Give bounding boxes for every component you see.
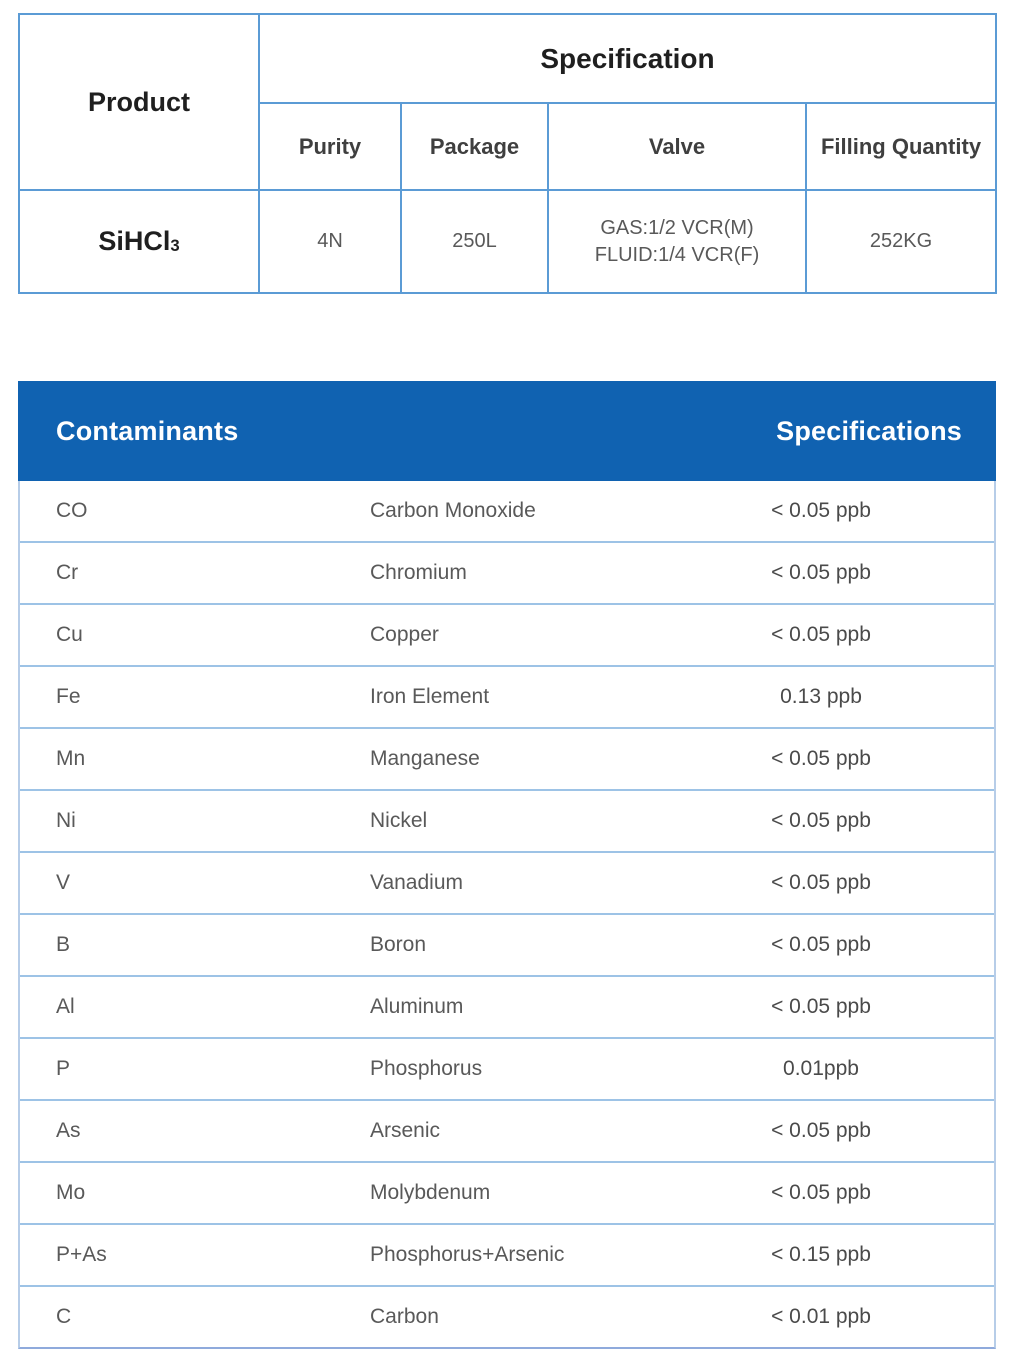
contaminant-name: Copper [370, 623, 439, 646]
column-header-filling-quantity [806, 103, 996, 190]
product-header-cell [19, 14, 259, 190]
contaminant-row [20, 605, 994, 667]
filling-quantity-value: 252KG [869, 230, 933, 252]
contaminant-symbol: B [56, 933, 71, 956]
valve-value-cell [548, 190, 806, 293]
contaminant-row [20, 729, 994, 791]
contaminant-spec-value: < 0.05 ppb [771, 747, 871, 770]
valve-value-line2: FLUID:1/4 VCR(F) [594, 243, 760, 266]
contaminant-spec-value: < 0.05 ppb [771, 809, 871, 832]
contaminant-name: Carbon Monoxide [370, 499, 536, 522]
contaminant-symbol: P [56, 1057, 71, 1080]
contaminant-name: Molybdenum [370, 1181, 491, 1204]
contaminant-row [20, 853, 994, 915]
package-header-label: Package [429, 133, 520, 159]
purity-value: 4N [317, 230, 343, 252]
column-header-valve [548, 103, 806, 190]
contaminant-name: Phosphorus+Arsenic [370, 1243, 565, 1266]
contaminant-symbol: Cr [56, 561, 79, 584]
contaminant-row [20, 1101, 994, 1163]
contaminant-spec-value: 0.01ppb [783, 1057, 859, 1080]
product-name-label [98, 226, 179, 256]
contaminant-name: Iron Element [370, 685, 490, 708]
contaminant-symbol: Ni [56, 809, 76, 832]
contaminant-row [20, 977, 994, 1039]
specifications-header-label: Specifications [776, 415, 962, 446]
contaminant-symbol: C [56, 1305, 72, 1328]
purity-header-label: Purity [298, 133, 362, 159]
valve-header-label: Valve [648, 133, 706, 159]
contaminant-row [20, 1287, 994, 1347]
contaminants-rows [18, 481, 996, 1349]
specification-header-cell [259, 14, 996, 103]
column-header-package [401, 103, 548, 190]
contaminant-symbol: Cu [56, 623, 83, 646]
contaminant-symbol: P+As [56, 1243, 107, 1266]
contaminant-name: Chromium [370, 561, 467, 584]
contaminant-symbol: Fe [56, 685, 81, 708]
contaminant-spec-value: < 0.05 ppb [771, 1119, 871, 1142]
contaminant-symbol: Mo [56, 1181, 86, 1204]
contaminant-spec-value: < 0.05 ppb [771, 561, 871, 584]
product-name-subscript: 3 [170, 235, 180, 255]
contaminant-row [20, 915, 994, 977]
contaminant-name: Nickel [370, 809, 428, 832]
contaminant-symbol: CO [56, 499, 88, 522]
contaminant-name: Aluminum [370, 995, 464, 1018]
contaminant-name: Boron [370, 933, 427, 956]
contaminant-spec-value: < 0.05 ppb [771, 933, 871, 956]
contaminants-header-label: Contaminants [56, 415, 239, 446]
package-value: 250L [452, 230, 497, 252]
contaminants-table [18, 381, 996, 1349]
contaminant-symbol: Mn [56, 747, 86, 770]
contaminant-row [20, 1039, 994, 1101]
contaminant-spec-value: < 0.05 ppb [771, 871, 871, 894]
contaminant-row [20, 481, 994, 543]
package-value-cell [401, 190, 548, 293]
contaminant-name: Arsenic [370, 1119, 441, 1142]
contaminant-spec-value: < 0.05 ppb [771, 499, 871, 522]
contaminant-spec-value: < 0.01 ppb [771, 1305, 871, 1328]
contaminant-spec-value: < 0.05 ppb [771, 623, 871, 646]
contaminant-symbol: As [56, 1119, 81, 1142]
product-spec-table [18, 13, 997, 294]
contaminant-name: Carbon [370, 1305, 439, 1328]
column-header-purity [259, 103, 401, 190]
contaminant-name: Phosphorus [370, 1057, 483, 1080]
contaminant-symbol: Al [56, 995, 75, 1018]
valve-value-line1: GAS:1/2 VCR(M) [600, 216, 754, 239]
product-name-text: SiHCl [98, 226, 171, 256]
contaminant-row [20, 791, 994, 853]
contaminant-row [20, 1225, 994, 1287]
contaminant-spec-value: < 0.15 ppb [771, 1243, 871, 1266]
contaminant-row [20, 1163, 994, 1225]
contaminants-table-header [18, 381, 996, 481]
contaminant-spec-value: 0.13 ppb [780, 685, 862, 708]
contaminant-spec-value: < 0.05 ppb [771, 995, 871, 1018]
filling-quantity-header-label: Filling Quantity [820, 133, 982, 159]
contaminant-row [20, 543, 994, 605]
product-name-cell [19, 190, 259, 293]
product-header-label: Product [87, 86, 190, 117]
purity-value-cell [259, 190, 401, 293]
contaminant-row [20, 667, 994, 729]
contaminant-symbol: V [56, 871, 71, 894]
filling-quantity-value-cell [806, 190, 996, 293]
contaminant-name: Vanadium [370, 871, 464, 894]
contaminant-spec-value: < 0.05 ppb [771, 1181, 871, 1204]
specification-header-label: Specification [540, 42, 715, 74]
contaminant-name: Manganese [370, 747, 480, 770]
